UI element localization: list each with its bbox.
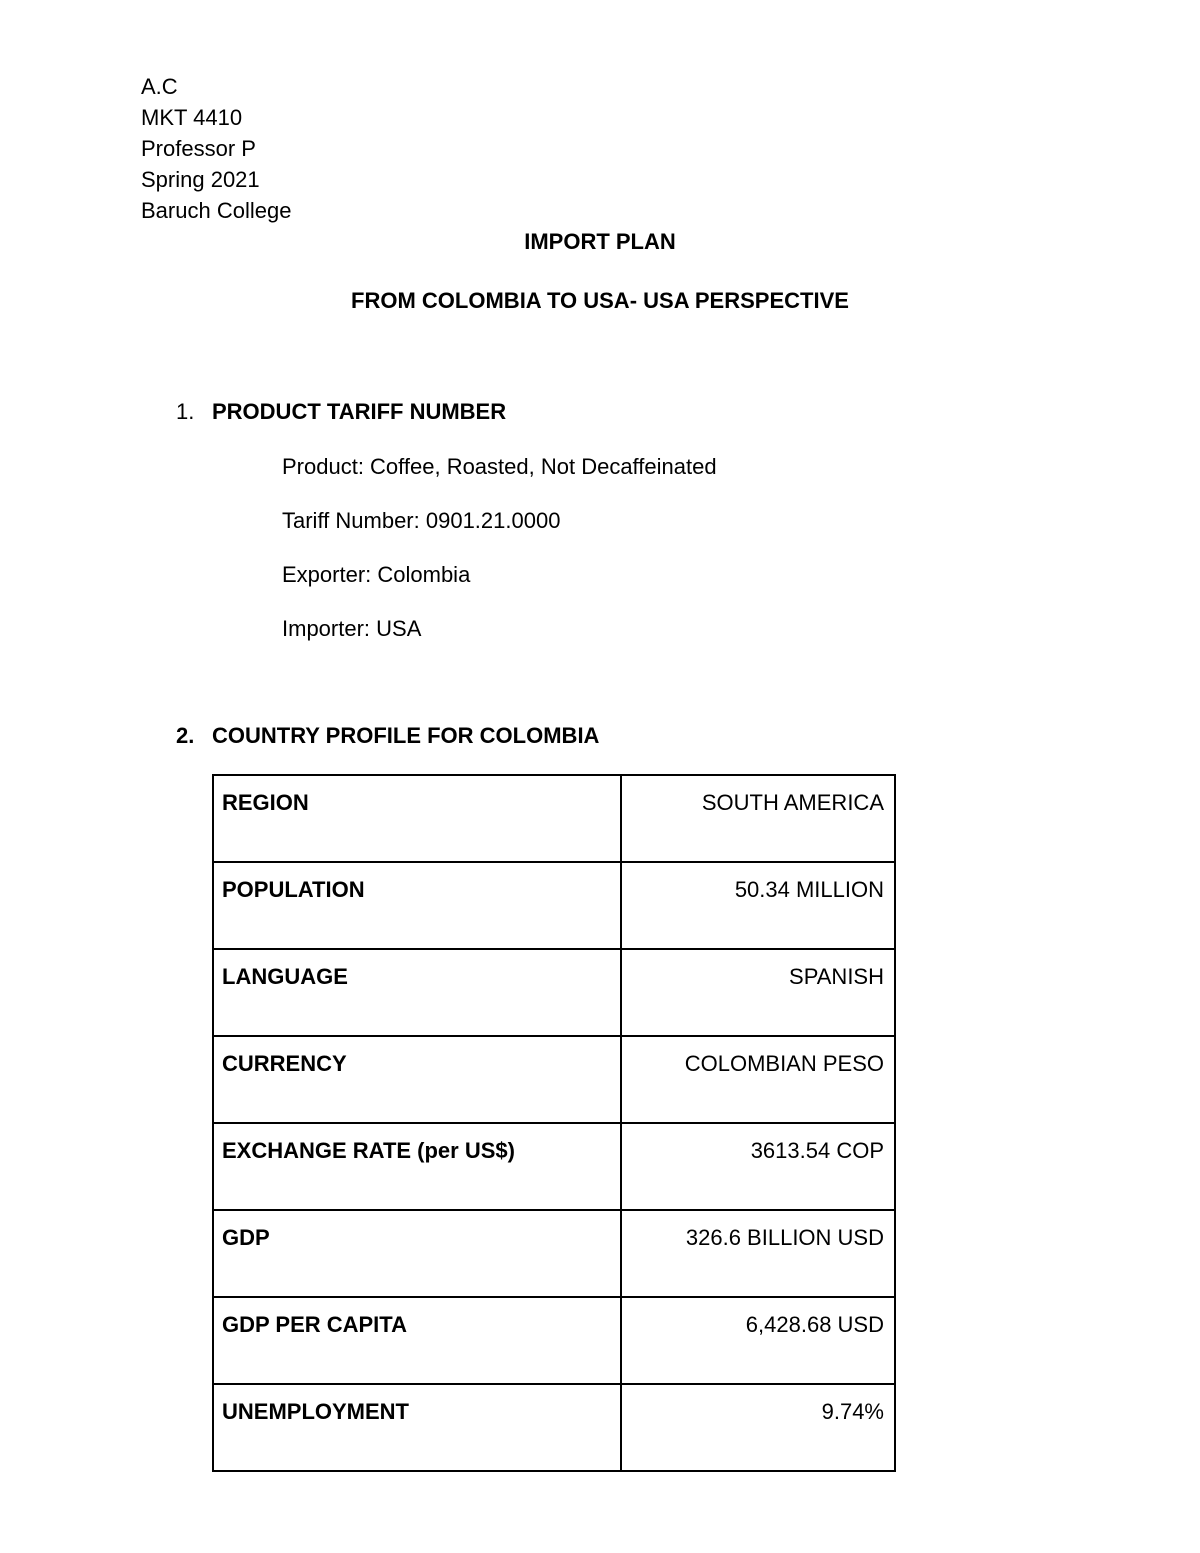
row-value: COLOMBIAN PESO: [621, 1036, 895, 1123]
course-code: MKT 4410: [141, 105, 243, 130]
row-key: POPULATION: [213, 862, 621, 949]
row-value: 9.74%: [621, 1384, 895, 1471]
professor-name: Professor P: [141, 136, 256, 161]
row-value: 6,428.68 USD: [621, 1297, 895, 1384]
country-profile-table: [212, 774, 896, 1472]
semester: Spring 2021: [141, 167, 260, 192]
tariff-number-detail: Tariff Number: 0901.21.0000: [282, 508, 561, 533]
table-row: [213, 1036, 895, 1123]
row-value: 3613.54 COP: [621, 1123, 895, 1210]
exporter-detail: Exporter: Colombia: [282, 562, 471, 587]
table-row: [213, 1297, 895, 1384]
section-heading-country-profile: [176, 722, 599, 750]
section-title: COUNTRY PROFILE FOR COLOMBIA: [212, 723, 600, 748]
author-header: [141, 71, 291, 226]
table-row: [213, 775, 895, 862]
importer-detail: Importer: USA: [282, 616, 422, 641]
row-key: LANGUAGE: [213, 949, 621, 1036]
document-title: IMPORT PLAN: [524, 229, 676, 254]
table-row: [213, 862, 895, 949]
row-key: GDP PER CAPITA: [213, 1297, 621, 1384]
row-value: SPANISH: [621, 949, 895, 1036]
row-key: EXCHANGE RATE (per US$): [213, 1123, 621, 1210]
row-value: 326.6 BILLION USD: [621, 1210, 895, 1297]
section-number: 1.: [176, 399, 195, 424]
table-row: [213, 1210, 895, 1297]
table-row: [213, 949, 895, 1036]
row-key: UNEMPLOYMENT: [213, 1384, 621, 1471]
school-name: Baruch College: [141, 198, 292, 223]
table-row: [213, 1384, 895, 1471]
row-key: REGION: [213, 775, 621, 862]
document-subtitle: FROM COLOMBIA TO USA- USA PERSPECTIVE: [351, 288, 849, 313]
row-key: CURRENCY: [213, 1036, 621, 1123]
author-initials: A.C: [141, 74, 178, 99]
table-row: [213, 1123, 895, 1210]
row-key: GDP: [213, 1210, 621, 1297]
row-value: SOUTH AMERICA: [621, 775, 895, 862]
section-heading-tariff: [176, 398, 506, 426]
product-detail: Product: Coffee, Roasted, Not Decaffeinated: [282, 454, 717, 479]
row-value: 50.34 MILLION: [621, 862, 895, 949]
section-number: 2.: [176, 723, 195, 748]
section-title: PRODUCT TARIFF NUMBER: [212, 399, 507, 424]
